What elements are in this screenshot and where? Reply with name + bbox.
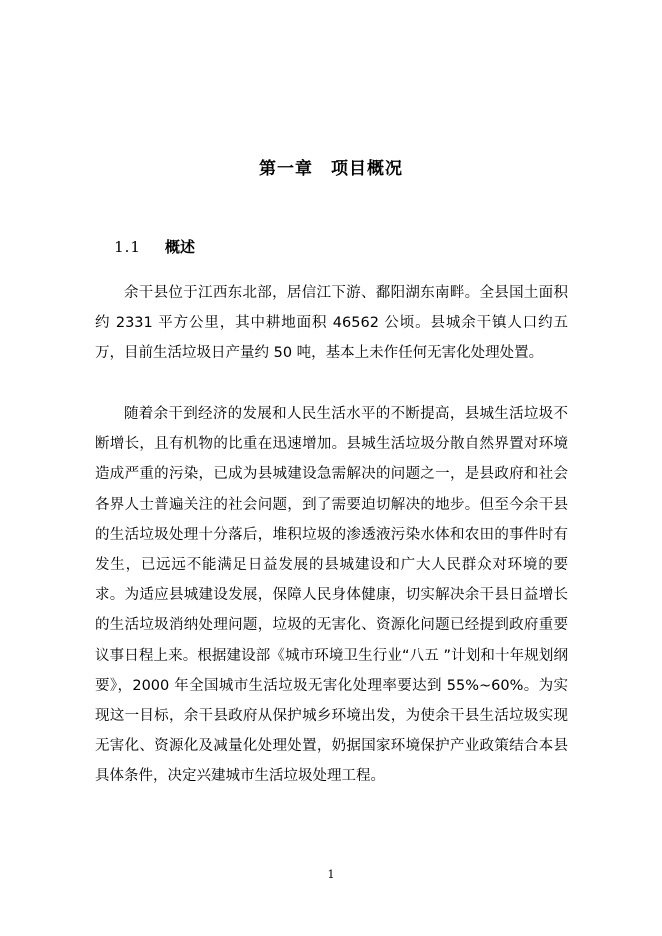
section-title: 概述 — [164, 238, 195, 256]
section-heading — [95, 218, 195, 275]
page-number: 1 — [327, 868, 335, 881]
body-paragraph-2: 随着余干到经济的发展和人民生活水平的不断提高，县城生活垃圾不断增长，且有机物的比重在迅速增加。县城生活垃圾分散自然界置对环境造成严重的污染，已成为县城建设急需解决的问题之一，是县政府和社会各界人士普遍关注的社会问题，到了需要迫切解决的地步。但至今余干县的生活垃圾处理十分落后，堆积垃圾的渗透液污染水体和农田的事件时有发生，已远远不能满足日益发展的县城建设和广大人民群众对环境的要求。为适应县城建设发展，保障人民身体健康，切实解决余干县日益增长的生活垃圾消纳处理问题，垃圾的无害化、资源化问题已经提到政府重要议事日程上来。根据建设部《城市环境卫生行业“八五 ”计划和十年规划纲要》，2000 年全国城市生活垃圾无害化处理率要达到 55%~60%。为实现这一目标，余干县政府从保护城乡环境出发，为使余干县生活垃圾实现无害化、资源化及减量化处理处置，奶据国家环境保护产业政策结合本县具体条件，决定兴建城市生活垃圾处理工程。 — [95, 406, 568, 785]
chapter-title: 第一章 项目概况 — [259, 159, 403, 179]
body-paragraph-1: 余干县位于江西东北部，居信江下游、鄱阳湖东南畔。全县国土面积约 2331 平方公里，其中耕地面积 46562 公顷。县城余干镇人口约五万，目前生活垃圾日产量约 50 吨，基本上未作任何无害化处理处置。 — [95, 285, 568, 362]
section-number: 1.1 — [114, 238, 141, 256]
